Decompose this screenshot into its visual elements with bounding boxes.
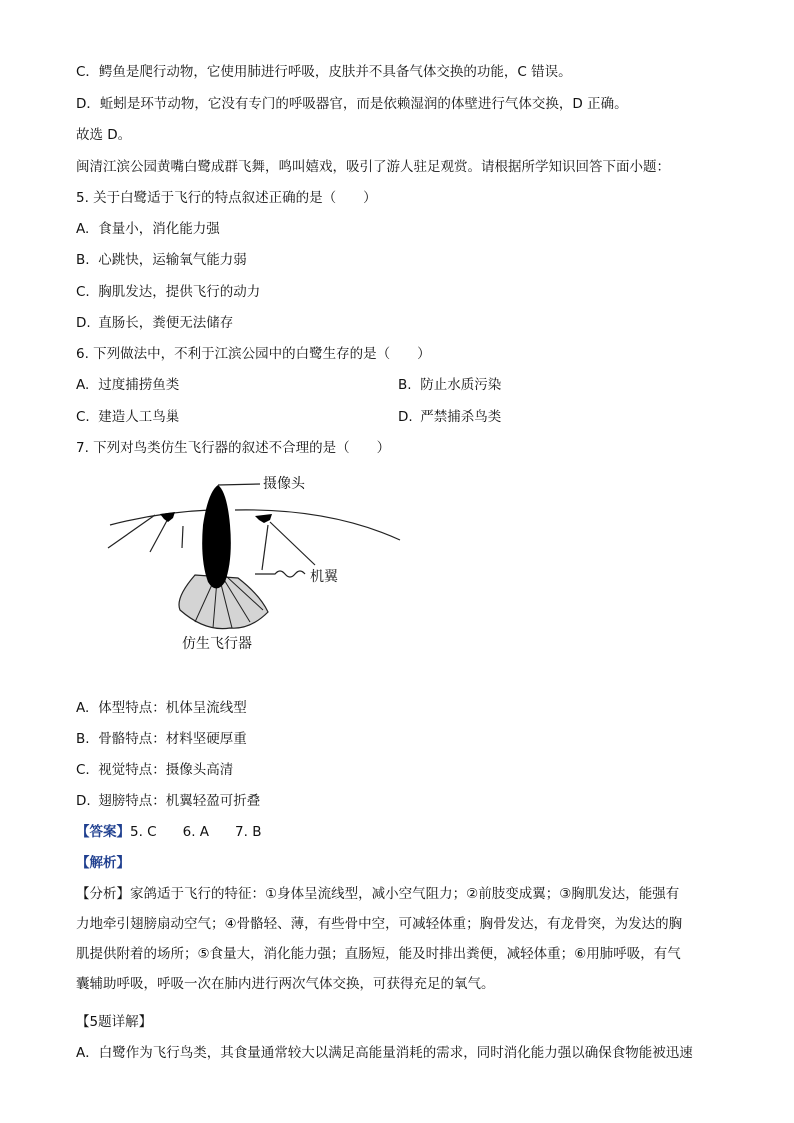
option-c-explanation: C．鳄鱼是爬行动物，它使用肺进行呼吸，皮肤并不具备气体交换的功能，C 错误。 [76,64,572,80]
answer-label: 【答案】 [76,824,130,840]
analysis-line: 囊辅助呼吸，呼吸一次在肺内进行两次气体交换，可获得充足的氧气。 [76,976,495,992]
analysis-label [76,853,130,873]
wing-strut [262,525,268,570]
wing-strut [270,522,315,565]
question-6-stem: 6. 下列做法中，不利于江滨公园中的白鹭生存的是（ ） [76,346,431,362]
analysis-body [76,879,682,999]
passage-intro: 闽清江滨公园黄嘴白鹭成群飞舞，鸣叫嬉戏，吸引了游人驻足观赏。请根据所学知识回答下面小题： [76,159,670,175]
option-text: 胸肌发达，提供飞行的动力 [98,284,261,300]
q6-option-b [398,375,501,395]
option-text: 食量小，消化能力强 [98,221,220,237]
option-text: 体型特点：机体呈流线型 [98,700,247,716]
right-wing-arc [235,510,400,540]
wing-strut [182,526,183,548]
question-5-stem: 5. 关于白鹭适于飞行的特点叙述正确的是（ ） [76,190,377,206]
wing-label: 机翼 [310,569,338,585]
option-letter: C. [76,762,90,778]
camera-pointer-line [218,484,260,485]
option-text: 严禁捕杀鸟类 [420,409,502,425]
option-text: 骨骼特点：材料坚硬厚重 [98,731,247,747]
q5-option-d [76,313,233,333]
figure-caption: 仿生飞行器 [182,636,252,652]
option-text: 防止水质污染 [420,377,502,393]
question-7-stem: 7. 下列对鸟类仿生飞行器的叙述不合理的是（ ） [76,440,391,456]
analysis-line: 肌提供附着的场所；⑤食量大，消化能力强；直肠短，能及时排出粪便，减轻体重；⑥用肺呼吸，有气 [76,946,681,962]
option-letter: A. [76,377,90,393]
analysis-line: 力地牵引翅膀扇动空气；④骨骼轻、薄，有些骨中空，可减轻体重；胸骨发达，有龙骨突，为发达的胸 [76,916,683,932]
q5-option-c [76,282,260,302]
aircraft-drawing [100,470,420,660]
option-letter: C. [76,284,90,300]
q5-option-b [76,250,247,270]
option-letter: D. [76,793,91,809]
answer-item: 5. C [130,824,157,840]
option-text: 心跳快，运输氧气能力弱 [98,252,247,268]
wing-pointer-line [255,571,305,577]
camera-label: 摄像头 [263,476,305,492]
q6-option-c [76,407,179,427]
option-d-explanation: D．蚯蚓是环节动物，它没有专门的呼吸器官，而是依赖湿润的体壁进行气体交换，D 正确。 [76,96,628,112]
q5-option-a [76,219,220,239]
q7-option-d [76,791,260,811]
option-letter: C. [76,409,90,425]
answer-item: 6. A [182,824,210,840]
option-text: 过度捕捞鱼类 [98,377,180,393]
option-letter: B. [76,252,90,268]
option-letter: D. [76,315,91,331]
choose-answer: 故选 D。 [76,127,132,143]
wing-mount-right [255,514,272,523]
option-text: 直肠长，粪便无法储存 [98,315,234,331]
q7-option-b [76,729,247,749]
option-letter: A. [76,700,90,716]
option-text: 视觉特点：摄像头高清 [98,762,234,778]
option-letter: B. [398,377,412,393]
bionic-aircraft-figure [100,470,420,660]
option-text: 翅膀特点：机翼轻盈可折叠 [98,793,261,809]
analysis-line: 【分析】家鸽适于飞行的特征：①身体呈流线型，减小空气阻力；②前肢变成翼；③胸肌发达，能强有 [76,886,680,902]
fuselage [202,485,231,589]
detail-5-line: A．白鹭作为飞行鸟类，其食量通常较大以满足高能量消耗的需求，同时消化能力强以确保食物能被迅速 [76,1045,693,1061]
option-letter: D. [398,409,413,425]
answer-line [76,822,261,842]
q6-option-a [76,375,179,395]
q6-option-d [398,407,501,427]
option-text: 建造人工鸟巢 [98,409,180,425]
left-wing-arc [110,510,210,525]
q7-option-a [76,698,247,718]
option-letter: B. [76,731,90,747]
q7-option-c [76,760,233,780]
detail-5-label: 【5题详解】 [76,1014,153,1030]
wing-mount-left [160,512,175,522]
analysis-heading: 【解析】 [76,855,130,871]
option-letter: A. [76,221,90,237]
answer-item: 7. B [235,824,262,840]
